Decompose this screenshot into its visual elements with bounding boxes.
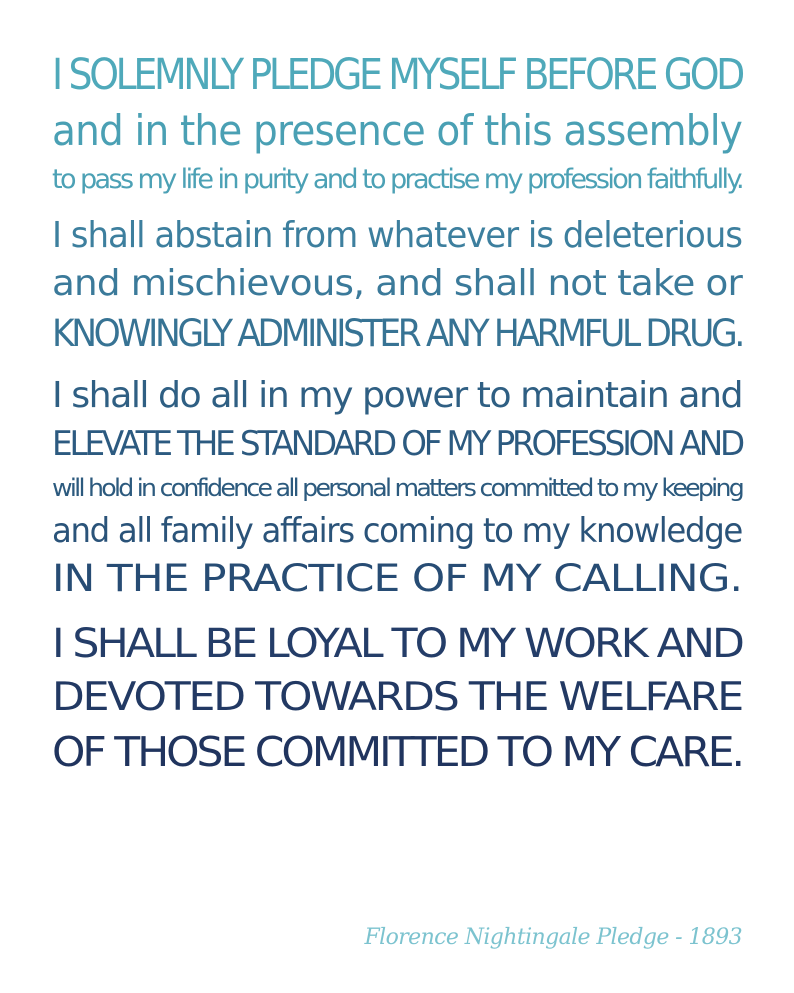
attribution-signature: Florence Nightingale Pledge - 1893 xyxy=(364,925,742,950)
pledge-text-block xyxy=(52,46,742,780)
pledge-line-4: I shall abstain from whatever is deleterious xyxy=(52,215,742,256)
pledge-line-3: to pass my life in purity and to practise my profession faithfully. xyxy=(52,164,742,195)
pledge-line-8: ELEVATE THE STANDARD OF MY PROFESSION AND xyxy=(52,424,742,464)
pledge-line-9: will hold in confidence all personal matters committed to my keeping xyxy=(52,474,742,502)
stanza-spacer xyxy=(52,202,742,212)
pledge-line-1: I SOLEMNLY PLEDGE MYSELF BEFORE GOD xyxy=(52,50,742,100)
pledge-line-5: and mischievous, and shall not take or xyxy=(52,263,742,304)
stanza-spacer xyxy=(52,360,742,372)
pledge-line-10: and all family affairs coming to my knowledge xyxy=(52,511,742,551)
pledge-line-14: OF THOSE COMMITTED TO MY CARE. xyxy=(52,728,742,776)
pledge-line-2: and in the presence of this assembly xyxy=(52,106,742,155)
pledge-line-7: I shall do all in my power to maintain and xyxy=(52,375,742,416)
pledge-line-6: KNOWINGLY ADMINISTER ANY HARMFUL DRUG. xyxy=(52,312,742,355)
stanza-spacer xyxy=(52,604,742,616)
pledge-line-13: DEVOTED TOWARDS THE WELFARE xyxy=(52,675,743,720)
pledge-line-11: IN THE PRACTICE OF MY CALLING. xyxy=(52,557,742,600)
pledge-line-12: I SHALL BE LOYAL TO MY WORK AND xyxy=(52,621,743,667)
